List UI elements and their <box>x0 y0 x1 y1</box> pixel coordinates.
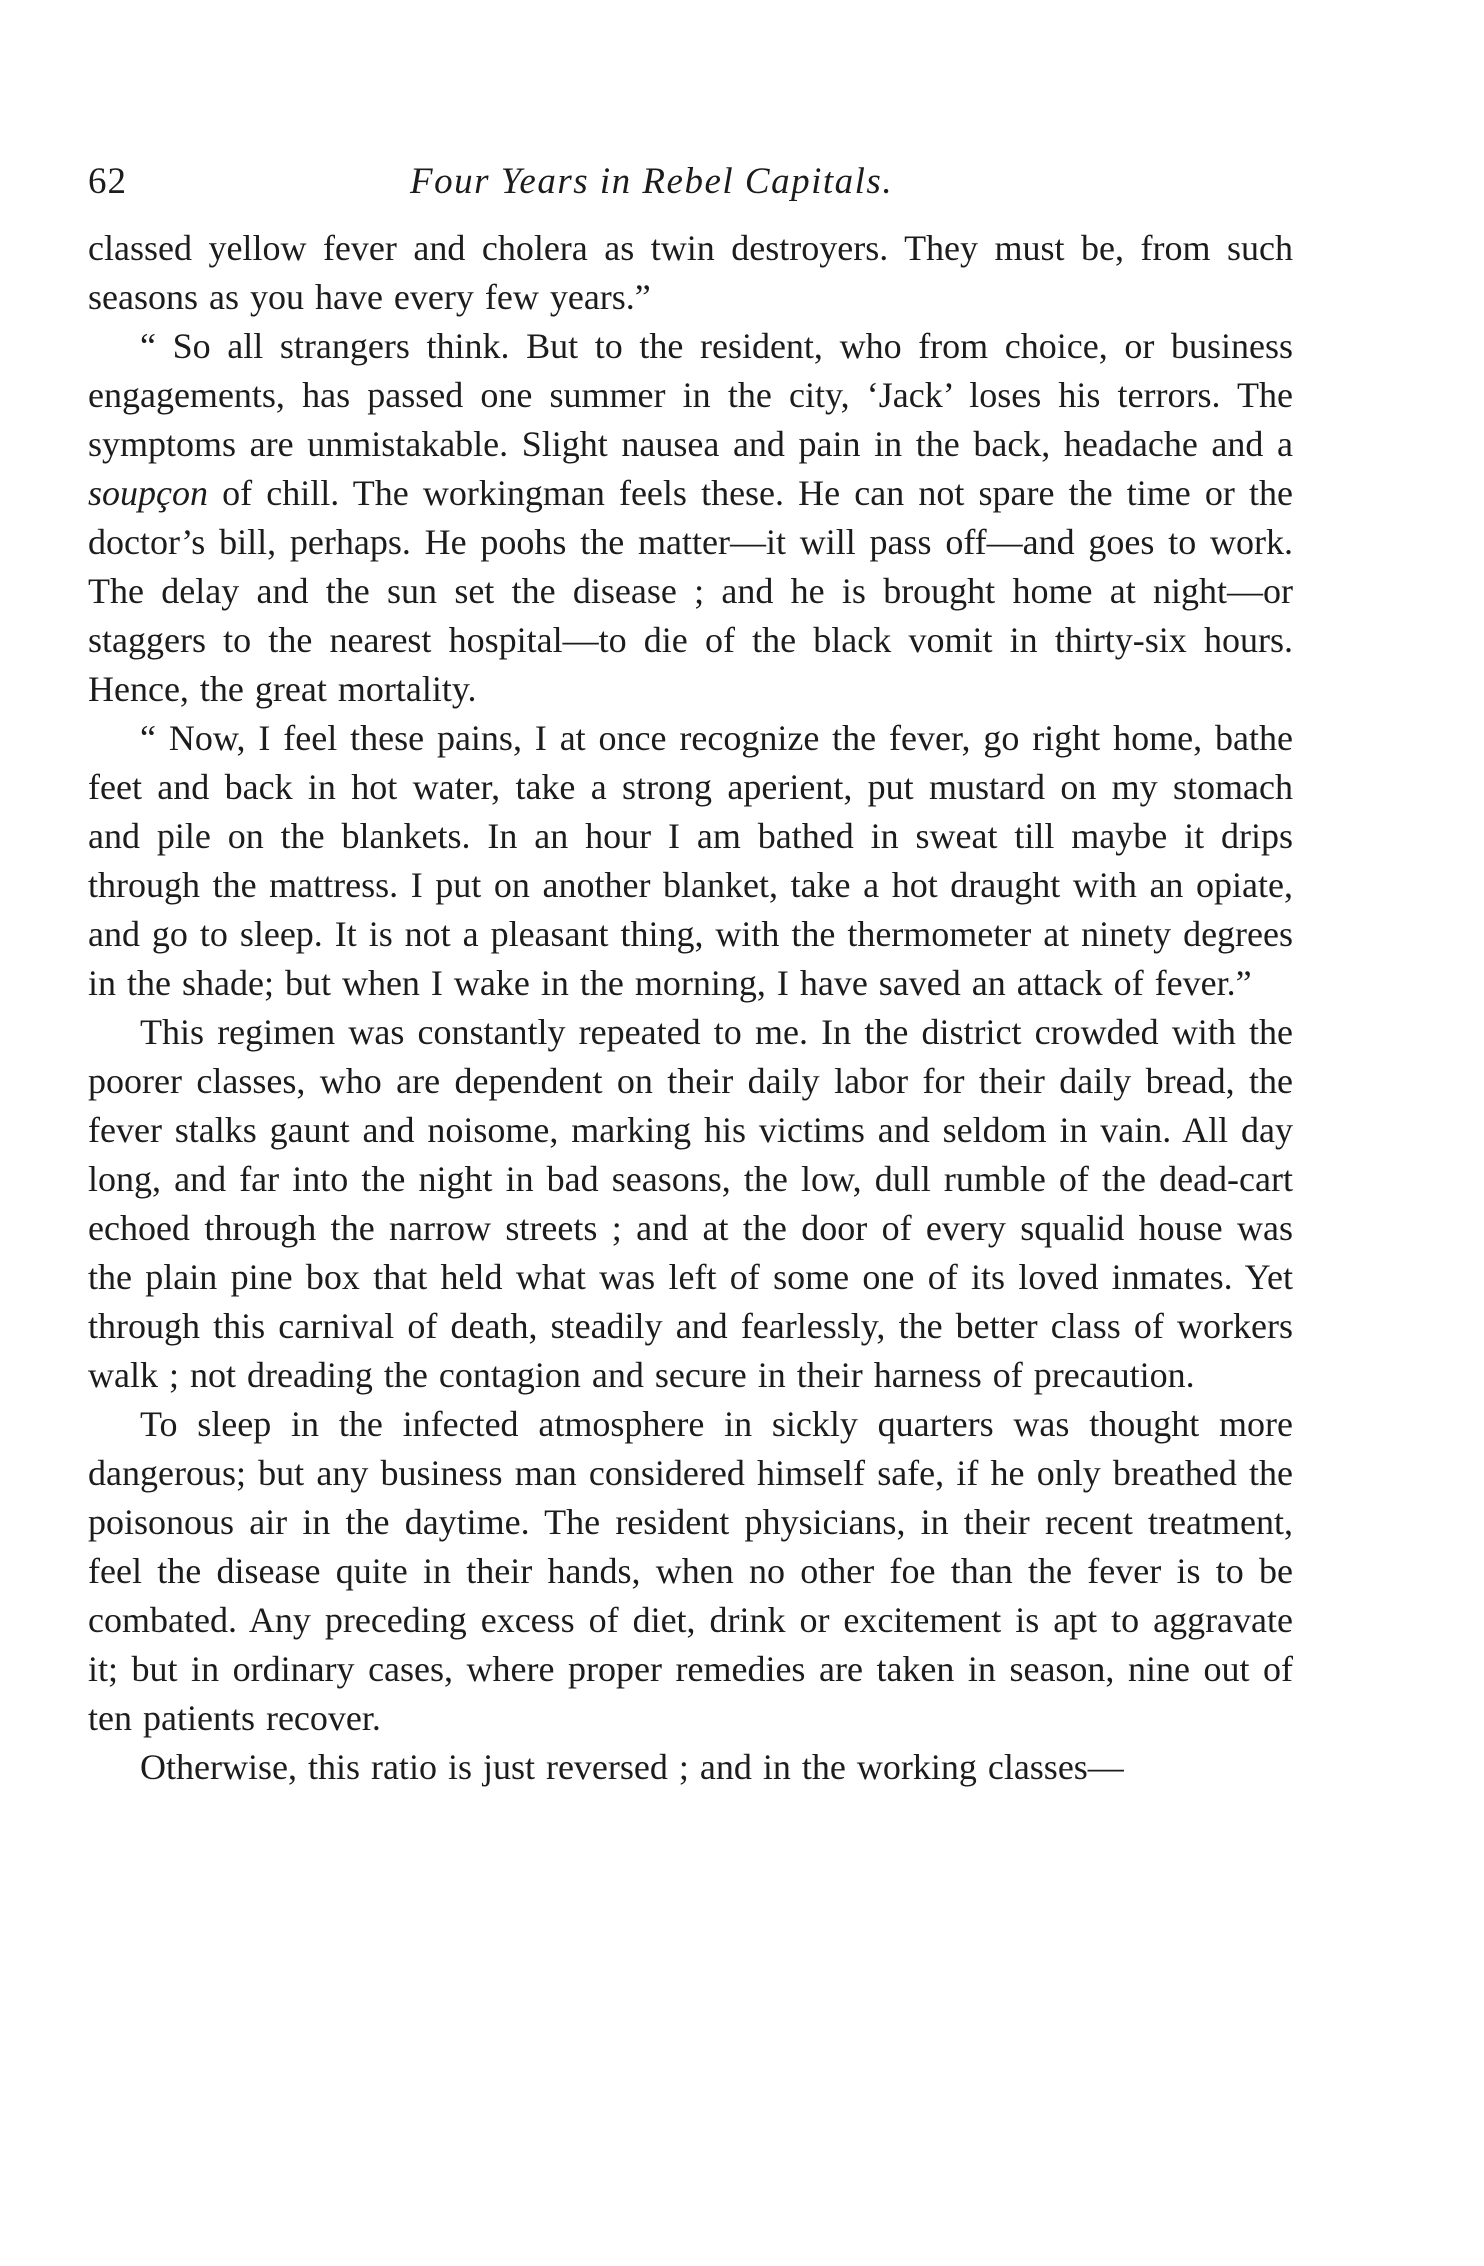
paragraph-5: To sleep in the infected atmosphere in sickly quarters was thought more dangerous; but any business man considered himself safe, if he only breathed the poisonous air in the daytime. The resident physicians, in their recent treatment, feel the disease quite in their hands, when no other foe than the fever is to be combated. Any preceding excess of diet, drink or excitement is apt to aggravate it; but in ordinary cases, where proper remedies are taken in season, nine out of ten patients recover. <box>88 1404 1293 1738</box>
running-title: Four Years in Rebel Capitals. <box>410 161 894 202</box>
paragraph-2 <box>88 322 1293 714</box>
paragraph-1: classed yellow fever and cholera as twin destroyers. They must be, from such seasons as you have every few years.” <box>88 228 1293 317</box>
paragraph-3: “ Now, I feel these pains, I at once recognize the fever, go right home, bathe feet and back in hot water, take a strong aperient, put mustard on my stomach and pile on the blankets. In an hour I am bathed in sweat till maybe it drips through the mattress. I put on another blanket, take a hot draught with an opiate, and go to sleep. It is not a pleasant thing, with the thermometer at ninety degrees in the shade; but when I wake in the morning, I have saved an attack of fever.” <box>88 718 1293 1003</box>
paragraph-6: Otherwise, this ratio is just reversed ; and in the working classes— <box>140 1747 1124 1787</box>
paragraph-2-before: “ So all strangers think. But to the resident, who from choice, or business engagements, has passed one summer in the city, ‘Jack’ loses his terrors. The symptoms are unmistakable. Slight nausea and pain in the back, headache and a <box>88 326 1293 464</box>
paragraph-2-after: of chill. The workingman feels these. He can not spare the time or the doctor’s bill, perhaps. He poohs the matter—it will pass off—and goes to work. The delay and the sun set the disease ; and he is brought home at night—or staggers to the nearest hospital—to die of the black vomit in thirty-six hours. Hence, the great mortality. <box>88 473 1293 709</box>
page-number: 62 <box>88 161 127 202</box>
paragraph-2-emphasis: soupçon <box>88 473 208 513</box>
paragraph-4: This regimen was constantly repeated to me. In the district crowded with the poorer classes, who are dependent on their daily labor for their daily bread, the fever stalks gaunt and noisome, marking his victims and seldom in vain. All day long, and far into the night in bad seasons, the low, dull rumble of the dead-cart echoed through the narrow streets ; and at the door of every squalid house was the plain pine box that held what was left of some one of its loved inmates. Yet through this carnival of death, steadily and fearlessly, the better class of workers walk ; not dreading the contagion and secure in their harness of precaution. <box>88 1012 1293 1395</box>
running-header <box>88 160 1293 220</box>
body-text <box>88 224 1293 1792</box>
book-page <box>88 160 1293 1792</box>
